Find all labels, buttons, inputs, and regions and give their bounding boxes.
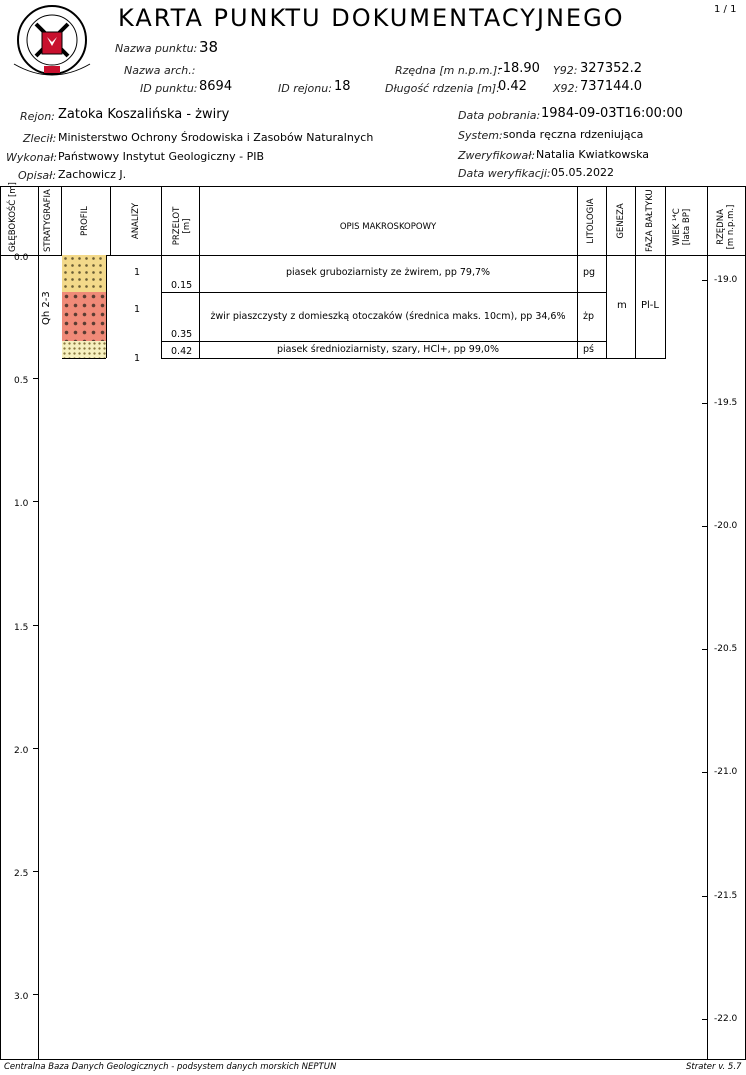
elevation-tick	[702, 1019, 707, 1020]
wykonal-label: Wykonał:	[6, 151, 58, 164]
elevation-tick-label: -21.0	[714, 767, 738, 778]
elevation-tick	[702, 526, 707, 527]
zweryfikowal-value: Natalia Kwiatkowska	[536, 148, 650, 161]
geneza-value: m	[617, 300, 627, 311]
dlugosc-value: 0.42	[498, 79, 527, 94]
col-header-wiek: WIEK ¹⁴C [lata BP]	[672, 208, 692, 246]
rejon-label: Rejon:	[20, 110, 55, 123]
depth-tick-label: 1.0	[14, 499, 29, 510]
system-label: System:	[458, 129, 503, 142]
elevation-tick	[702, 772, 707, 773]
profile-layer	[62, 255, 106, 293]
depth-tick-label: 0.5	[14, 376, 29, 387]
id-punktu-label: ID punktu:	[140, 82, 198, 95]
dlugosc-label: Długość rdzenia [m]:	[385, 82, 500, 95]
col-header-analizy: ANALIZY	[131, 202, 141, 240]
depth-tick-label: 2.5	[14, 869, 29, 879]
footer-left: Centralna Baza Danych Geologicznych - podsystem danych morskich NEPTUN	[4, 1062, 337, 1072]
id-rejonu-label: ID rejonu:	[278, 82, 332, 95]
page-indicator: 1 / 1	[714, 4, 737, 15]
col-header-geneza: GENEZA	[616, 203, 626, 239]
profile-layer	[62, 292, 106, 342]
col-header-opis: OPIS MAKROSKOPOWY	[339, 222, 437, 232]
col-header-profil: PROFIL	[80, 206, 90, 236]
page-title: KARTA PUNKTU DOKUMENTACYJNEGO	[118, 4, 625, 32]
footer-right: Strater v. 5.7	[686, 1062, 742, 1072]
depth-tick	[33, 748, 38, 749]
analizy-value: 1	[134, 267, 141, 278]
elevation-tick-label: -21.5	[714, 890, 738, 901]
id-punktu-value: 8694	[199, 79, 233, 94]
przelot-value: 0.42	[171, 346, 193, 358]
depth-tick	[33, 871, 38, 872]
opis-value: piasek średnioziarnisty, szary, HCl+, pp 99,0%	[277, 343, 499, 355]
profile-layer	[62, 341, 106, 359]
depth-tick	[33, 255, 38, 256]
nazwa-arch-label: Nazwa arch.:	[124, 64, 196, 77]
elevation-tick-label: -19.0	[714, 274, 738, 285]
col-header-faza: FAZA BAŁTYKU	[645, 189, 655, 252]
zweryfikowal-label: Zweryfikował:	[458, 149, 536, 162]
nazwa-punktu-label: Nazwa punktu:	[115, 42, 198, 55]
x92-value: 737144.0	[580, 79, 643, 94]
y92-value: 327352.2	[580, 61, 643, 76]
depth-tick-label: 2.0	[14, 745, 29, 756]
depth-tick	[33, 378, 38, 379]
opis-border-left	[199, 255, 200, 358]
depth-tick-label: 1.5	[14, 622, 29, 633]
system-value: sonda ręczna rdzeniująca	[503, 128, 644, 141]
col-header-litologia: LITOLOGIA	[586, 198, 596, 244]
opis-border-right	[577, 255, 578, 358]
col-header-rzedna: RZĘDNA [m n.p.m.]	[716, 204, 736, 250]
stratigraphy-label: Qh 2-3	[41, 291, 52, 325]
litologia-value: żp	[583, 310, 595, 322]
opisal-value: Zachowicz J.	[58, 168, 127, 181]
data-pobrania-value: 1984-09-03T16:00:00	[541, 106, 683, 121]
nazwa-punktu-value: 38	[199, 38, 219, 56]
data-pobrania-label: Data pobrania:	[458, 109, 541, 122]
opisal-label: Opisał:	[18, 169, 57, 182]
litologia-value: pg	[583, 267, 596, 279]
elevation-tick	[702, 896, 707, 897]
elevation-tick	[702, 403, 707, 404]
depth-tick	[33, 625, 38, 626]
depth-tick-label: 0.0	[14, 253, 29, 263]
data-weryfikacji-label: Data weryfikacji:	[458, 167, 551, 180]
elevation-tick-label: -19.5	[714, 397, 738, 408]
wykonal-value: Państwowy Instytut Geologiczny - PIB	[58, 150, 265, 163]
opis-value: piasek gruboziarnisty ze żwirem, pp 79,7%	[285, 267, 491, 279]
y92-label: Y92:	[553, 64, 578, 77]
przelot-value: 0.15	[171, 279, 193, 291]
elevation-tick	[702, 280, 707, 281]
rzedna-label: Rzędna [m n.p.m.]:	[395, 64, 502, 77]
faza-value: Pl-L	[641, 300, 659, 311]
zlecil-label: Zlecił:	[23, 132, 57, 145]
profile-border-right	[106, 255, 107, 358]
col-header-stratygrafia: STRATYGRAFIA	[43, 189, 53, 252]
x92-label: X92:	[553, 82, 579, 95]
zlecil-value: Ministerstwo Ochrony Środowiska i Zasobów Naturalnych	[58, 131, 374, 144]
id-rejonu-value: 18	[334, 79, 351, 94]
litologia-value: pś	[583, 343, 594, 355]
data-weryfikacji-value: 05.05.2022	[551, 166, 614, 179]
przelot-border-left	[161, 255, 162, 358]
opis-value: żwir piaszczysty z domieszką otoczaków (średnica maks. 10cm), pp 34,6%	[210, 310, 566, 322]
logo	[6, 4, 98, 84]
przelot-value: 0.35	[171, 329, 193, 341]
col-header-glebokosc: GŁĘBOKOŚĆ [m]	[8, 182, 18, 252]
elevation-tick-label: -20.0	[714, 521, 738, 532]
layer-boundary	[161, 358, 607, 359]
rzedna-value: -18.90	[498, 61, 540, 76]
depth-tick	[33, 501, 38, 502]
depth-tick-label: 3.0	[14, 992, 29, 1003]
analizy-value: 1	[134, 353, 141, 365]
rejon-value: Zatoka Koszalińska - żwiry	[58, 107, 230, 122]
elevation-tick	[702, 649, 707, 650]
layer-boundary	[161, 341, 607, 342]
depth-tick	[33, 994, 38, 995]
elevation-tick-label: -22.0	[714, 1013, 738, 1024]
pig-logo-icon	[6, 4, 98, 84]
layer-boundary	[161, 292, 607, 293]
analizy-value: 1	[134, 303, 141, 315]
elevation-tick-label: -20.5	[714, 644, 738, 655]
col-header-przelot: PRZELOT [m]	[172, 206, 192, 246]
